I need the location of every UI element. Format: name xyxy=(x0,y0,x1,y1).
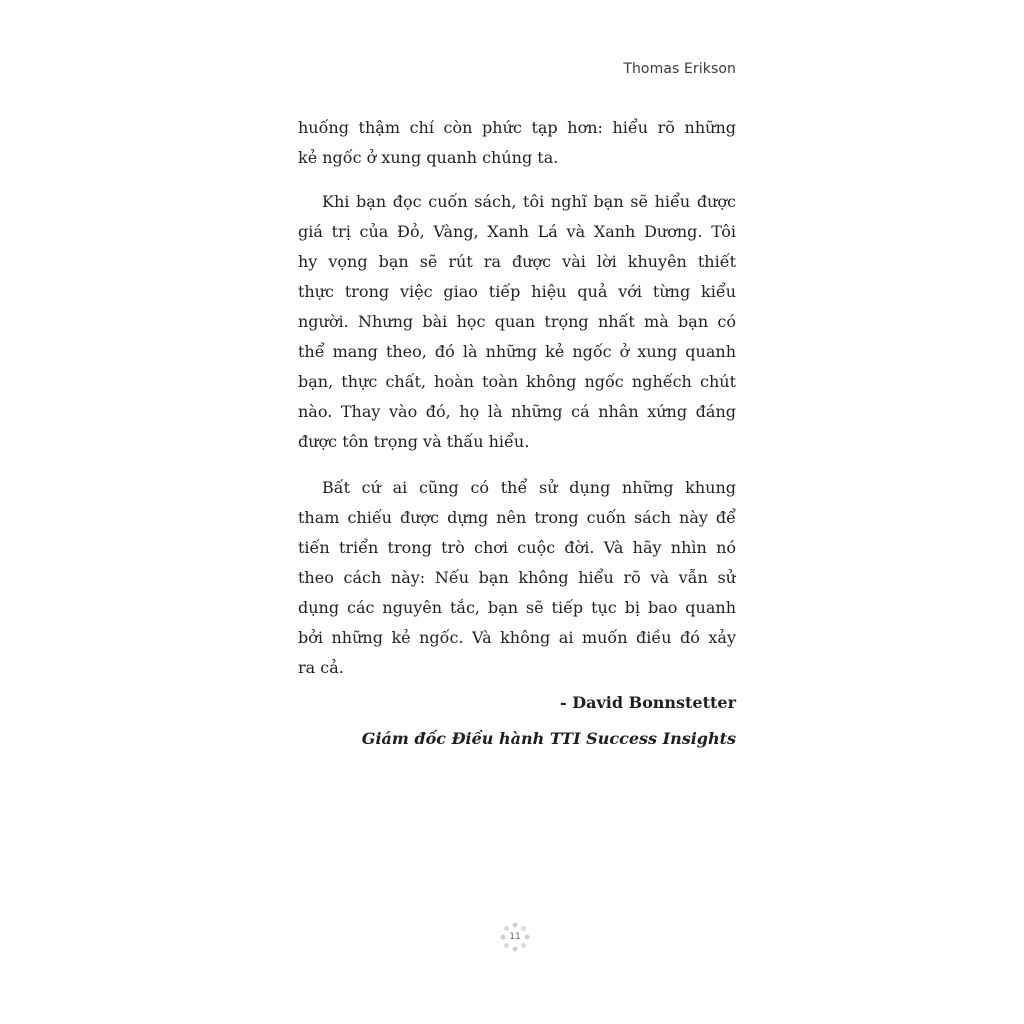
attribution-title: Giám đốc Điều hành TTI Success Insights xyxy=(361,729,736,748)
running-header: Thomas Erikson xyxy=(623,61,736,77)
paragraph-line: thể mang theo, đó là những kẻ ngốc ở xung quanh xyxy=(298,342,736,361)
page-number: 11 xyxy=(509,932,521,942)
paragraph-line: thực trong việc giao tiếp hiệu quả với từng kiểu xyxy=(298,282,736,301)
paragraph-line: tiến triển trong trò chơi cuộc đời. Và hãy nhìn nó xyxy=(298,538,736,557)
paragraph-line: theo cách này: Nếu bạn không hiểu rõ và vẫn sử xyxy=(298,568,736,587)
attribution-author: - David Bonnstetter xyxy=(559,693,736,712)
paragraph-line: bạn, thực chất, hoàn toàn không ngốc nghếch chút xyxy=(298,372,736,391)
paragraph-line: giá trị của Đỏ, Vàng, Xanh Lá và Xanh Dương. Tôi xyxy=(298,222,736,241)
paragraph-line: dụng các nguyên tắc, bạn sẽ tiếp tục bị bao quanh xyxy=(298,598,736,617)
paragraph-line: bởi những kẻ ngốc. Và không ai muốn điều đó xảy xyxy=(298,628,736,647)
paragraph-line: huống thậm chí còn phức tạp hơn: hiểu rõ những xyxy=(298,118,736,137)
paragraph-line: kẻ ngốc ở xung quanh chúng ta. xyxy=(298,148,559,167)
page-number-ornament xyxy=(500,922,530,952)
paragraph-line: người. Nhưng bài học quan trọng nhất mà bạn có xyxy=(298,312,736,331)
paragraph-line: Khi bạn đọc cuốn sách, tôi nghĩ bạn sẽ hiểu được xyxy=(322,192,736,211)
paragraph-line: nào. Thay vào đó, họ là những cá nhân xứng đáng xyxy=(298,402,736,421)
paragraph-line: Bất cứ ai cũng có thể sử dụng những khung xyxy=(322,478,736,497)
paragraph-line: được tôn trọng và thấu hiểu. xyxy=(298,432,530,451)
paragraph-line: hy vọng bạn sẽ rút ra được vài lời khuyên thiết xyxy=(298,252,736,271)
paragraph-line: ra cả. xyxy=(298,658,344,677)
paragraph-line: tham chiếu được dựng nên trong cuốn sách này để xyxy=(298,508,736,527)
